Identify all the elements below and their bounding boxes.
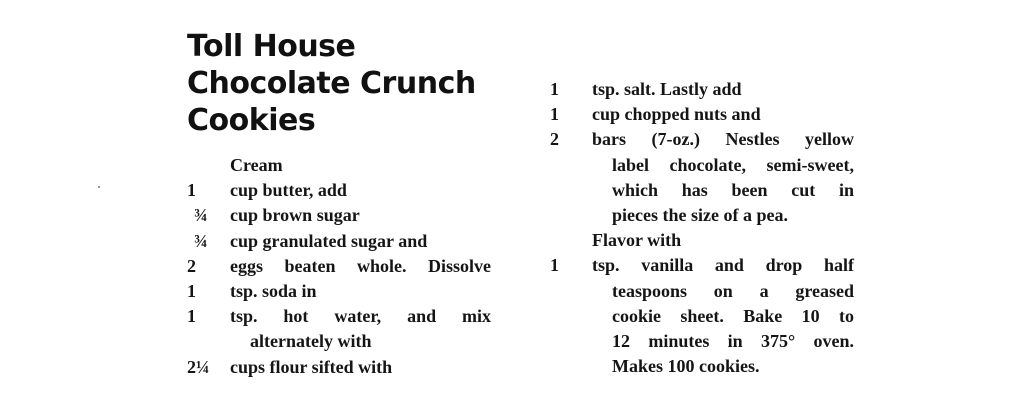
instruction-text: cup chopped nuts and (592, 104, 761, 125)
recipe-line (187, 203, 497, 228)
instruction-text: which has been cut in (612, 179, 854, 200)
instruction-text: teaspoons on a greased (612, 280, 854, 301)
quantity: 2 (550, 129, 559, 150)
quantity: 1 (187, 306, 196, 327)
recipe-line (187, 304, 497, 329)
instruction-text: cookie sheet. Bake 10 to (612, 305, 854, 326)
title-line: Toll House (187, 29, 356, 64)
recipe-line (550, 127, 860, 152)
scan-speck (98, 186, 100, 188)
recipe-line (187, 355, 497, 380)
recipe-line (187, 329, 497, 354)
recipe-line (550, 178, 860, 203)
title-line: Cookies (187, 103, 316, 138)
instruction-text: tsp. hot water, and mix (230, 306, 491, 327)
quantity: ¾ (194, 205, 208, 226)
instruction-text: Cream (230, 155, 283, 175)
recipe-line (187, 178, 497, 203)
instruction-text: tsp. soda in (230, 280, 317, 301)
instruction-text: cup butter, add (230, 180, 347, 201)
instruction-text: tsp. salt. Lastly add (592, 79, 742, 99)
instruction-text: cup granulated sugar and (230, 230, 428, 251)
quantity: 1 (187, 180, 196, 201)
recipe-line (187, 229, 497, 254)
recipe-line (550, 304, 860, 329)
ingredients-column-left (187, 153, 497, 380)
recipe-line (550, 329, 860, 354)
quantity: 1 (550, 104, 559, 125)
instruction-text: alternately with (250, 331, 372, 352)
instruction-text: pieces the size of a pea. (612, 204, 788, 225)
quantity: 1 (187, 280, 196, 301)
instruction-text: tsp. vanilla and drop half (592, 255, 854, 276)
quantity: ¾ (194, 230, 208, 251)
instruction-text: cups flour sifted with (230, 356, 393, 377)
recipe-line (550, 203, 860, 228)
recipe-line (550, 77, 860, 102)
recipe-line (550, 354, 860, 379)
recipe-line (187, 279, 497, 304)
quantity: 2¼ (187, 356, 210, 377)
recipe-line (550, 102, 860, 127)
recipe-title (187, 28, 476, 139)
instruction-text: cup brown sugar (230, 205, 360, 226)
instruction-text: label chocolate, semi-sweet, (612, 154, 854, 175)
recipe-line (550, 279, 860, 304)
recipe-line (550, 253, 860, 278)
instruction-text: Flavor with (592, 230, 682, 251)
instruction-text: bars (7-oz.) Nestles yellow (592, 129, 854, 150)
recipe-line (187, 254, 497, 279)
quantity: 1 (550, 79, 559, 99)
instruction-text: eggs beaten whole. Dissolve (230, 255, 491, 276)
recipe-line (187, 153, 497, 178)
quantity: 2 (187, 255, 196, 276)
recipe-line (550, 228, 860, 253)
ingredients-column-right (550, 77, 860, 379)
title-line: Chocolate Crunch (187, 66, 476, 101)
instruction-text: 12 minutes in 375° oven. (612, 330, 854, 351)
recipe-line (550, 153, 860, 178)
quantity: 1 (550, 255, 559, 276)
instruction-text: Makes 100 cookies. (612, 356, 760, 377)
